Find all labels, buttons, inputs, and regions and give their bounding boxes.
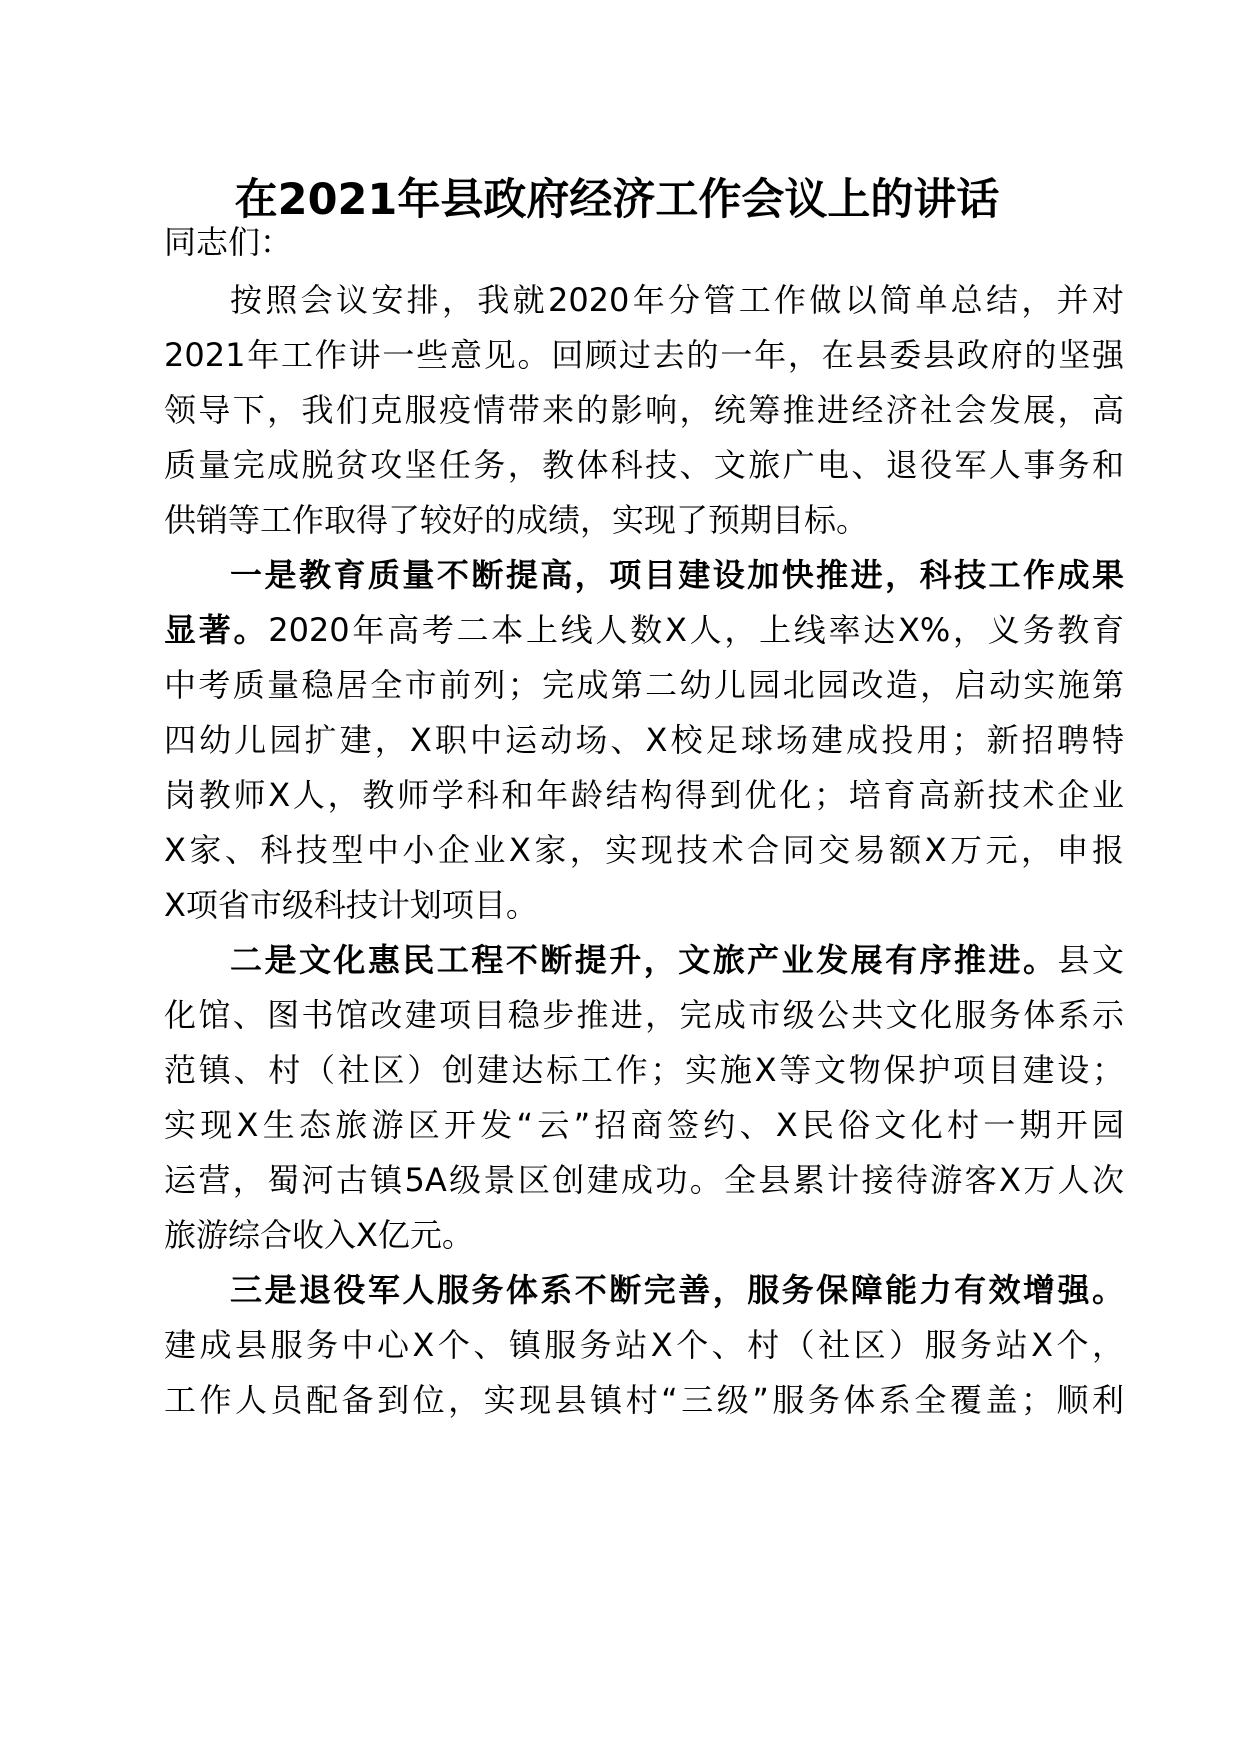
paragraph-line: 供销等工作取得了较好的成绩，实现了预期目标。 [164,501,869,539]
paragraph-line: 建成县服务中心X个、镇服务站X个、村（社区）服务站X个， [164,1326,1124,1364]
paragraph-line: 化馆、图书馆改建项目稳步推进，完成市级公共文化服务体系示 [164,996,1124,1034]
section-heading: 二是文化惠民工程不断提升，文旅产业发展有序推进。 [230,941,1058,979]
paragraph-line: 中考质量稳居全市前列；完成第二幼儿园北园改造，启动实施第 [164,666,1124,704]
paragraph-line [230,1260,1124,1320]
paragraph-line: 领导下，我们克服疫情带来的影响，统筹推进经济社会发展，高 [164,391,1124,429]
section-heading: 显著。 [164,611,269,649]
paragraph-line: 实现X生态旅游区开发“云”招商签约、X民俗文化村一期开园 [164,1106,1124,1144]
paragraph-line: 四幼儿园扩建，X职中运动场、X校足球场建成投用；新招聘特 [164,721,1124,759]
paragraph-line: X家、科技型中小企业X家，实现技术合同交易额X万元，申报 [164,831,1124,869]
paragraph-line: 2021年工作讲一些意见。回顾过去的一年，在县委县政府的坚强 [164,336,1124,374]
paragraph-line: 质量完成脱贫攻坚任务，教体科技、文旅广电、退役军人事务和 [164,446,1124,484]
paragraph-line: 旅游综合收入X亿元。 [164,1216,474,1254]
paragraph-line: 范镇、村（社区）创建达标工作；实施X等文物保护项目建设； [164,1051,1124,1089]
paragraph-line: 二是文化惠民工程不断提升，文旅产业发展有序推进。县文 [230,941,1124,979]
paragraph-line: 运营，蜀河古镇5A级景区创建成功。全县累计接待游客X万人次 [164,1161,1124,1199]
paragraph-line: 岗教师X人，教师学科和年龄结构得到优化；培育高新技术企业 [164,776,1124,814]
section-heading: 一是教育质量不断提高，项目建设加快推进，科技工作成果 [230,556,1124,594]
paragraph-line: 显著。2020年高考二本上线人数X人，上线率达X%，义务教育 [164,611,1124,649]
section-heading: 三是退役军人服务体系不断完善，服务保障能力有效增强。 [230,1271,1124,1309]
document-title: 在2021年县政府经济工作会议上的讲话 [234,175,1000,225]
paragraph-line: 按照会议安排，我就2020年分管工作做以简单总结，并对 [230,281,1124,319]
paragraph-line: X项省市级科技计划项目。 [164,886,538,924]
paragraph-line: 工作人员配备到位，实现县镇村“三级”服务体系全覆盖；顺利 [164,1381,1124,1419]
paragraph-line [230,545,1124,605]
salutation: 同志们： [164,223,293,261]
